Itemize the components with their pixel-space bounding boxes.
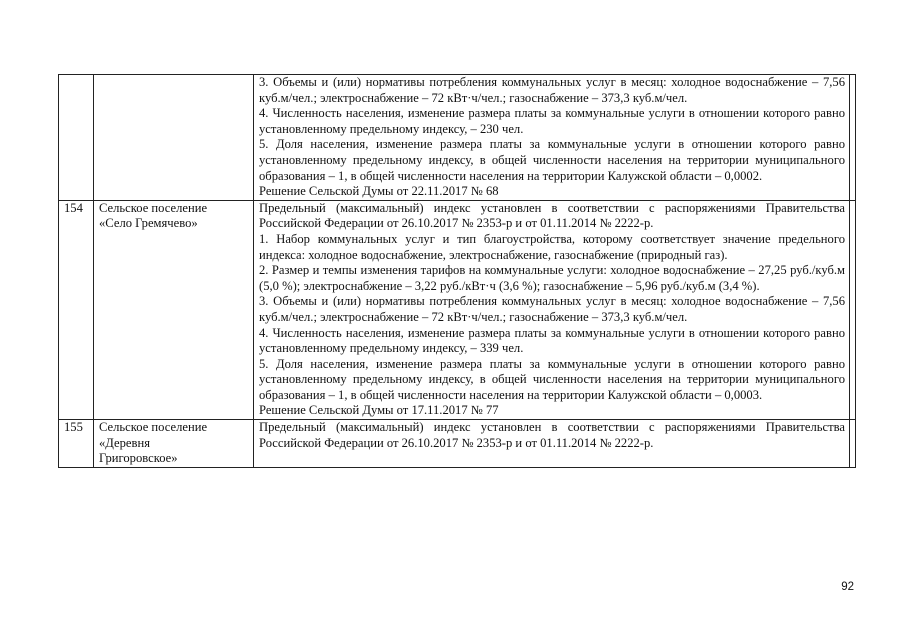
index-detail-paragraph: 3. Объемы и (или) нормативы потребления коммунальных услуг в месяц: холодное водоснабжение – 7,56 куб.м/чел.; электроснабжение – 72 кВт·ч/чел.; газоснабжение – 373,3 куб.м/чел. — [259, 294, 845, 324]
settlement-name-cell — [94, 75, 254, 201]
index-detail-paragraph: 1. Набор коммунальных услуг и тип благоустройства, которому соответствует значение предельного индекса: холодное водоснабжение, электроснабжение, газоснабжение (природный газ). — [259, 231, 845, 262]
settlement-name-line: «Село Гремячево» — [99, 216, 198, 231]
index-details-cell — [254, 420, 850, 468]
blank-cell — [850, 420, 856, 468]
row-number-cell: 155 — [59, 420, 94, 468]
settlement-name-line: Сельское поселение — [99, 420, 208, 435]
settlement-name-line: Григоровское» — [99, 451, 178, 466]
blank-cell — [850, 200, 856, 419]
blank-cell — [850, 75, 856, 201]
index-detail-paragraph: Предельный (максимальный) индекс установлен в соответствии с распоряжениями Правительства Российской Федерации от 26.10.2017 № 2353-р и от 01.11.2014 № 2222-р. — [259, 200, 845, 231]
index-detail-paragraph: 2. Размер и темпы изменения тарифов на коммунальные услуги: холодное водоснабжение – 27,25 руб./куб.м (5,0 %); электроснабжение – 3,22 руб./кВт·ч (3,6 %); газоснабжение – 5,96 руб./куб.м (3,4 %). — [259, 263, 845, 293]
index-detail-paragraph: Решение Сельской Думы от 17.11.2017 № 77 — [259, 403, 499, 418]
index-detail-paragraph: Решение Сельской Думы от 22.11.2017 № 68 — [259, 184, 499, 199]
page-number: 92 — [841, 581, 854, 593]
index-details-cell — [254, 75, 850, 201]
settlement-name-cell — [94, 420, 254, 468]
index-detail-paragraph: 4. Численность населения, изменение размера платы за коммунальные услуги в отношении которого равно установленному предельному индексу, – 230 чел. — [259, 106, 845, 136]
index-details-cell — [254, 200, 850, 419]
row-number-cell — [59, 75, 94, 201]
settlement-name-line: «Деревня — [99, 435, 150, 450]
table-row — [59, 200, 856, 419]
index-detail-paragraph: 3. Объемы и (или) нормативы потребления коммунальных услуг в месяц: холодное водоснабжение – 7,56 куб.м/чел.; электроснабжение – 72 кВт·ч/чел.; газоснабжение – 373,3 куб.м/чел. — [259, 75, 845, 105]
document-page — [58, 74, 856, 468]
settlement-name-cell — [94, 200, 254, 419]
index-detail-paragraph: Предельный (максимальный) индекс установлен в соответствии с распоряжениями Правительства Российской Федерации от 26.10.2017 № 2353-р и от 01.11.2014 № 2222-р. — [259, 420, 845, 450]
row-number-cell: 154 — [59, 200, 94, 419]
index-detail-paragraph: 5. Доля населения, изменение размера платы за коммунальные услуги в отношении которого равно установленному предельному индексу, в общей численности населения на территории муниципального образования – 1, в общей численности населения на территории Калужской области – 0,0002. — [259, 137, 845, 183]
table-body — [59, 75, 856, 468]
table-row — [59, 420, 856, 468]
index-detail-paragraph: 5. Доля населения, изменение размера платы за коммунальные услуги в отношении которого равно установленному предельному индексу, в общей численности населения на территории муниципального образования – 1, в общей численности населения на территории Калужской области – 0,0003. — [259, 356, 845, 402]
settlement-name-line: Сельское поселение — [99, 200, 208, 215]
index-detail-paragraph: 4. Численность населения, изменение размера платы за коммунальные услуги в отношении которого равно установленному предельному индексу, – 339 чел. — [259, 325, 845, 356]
table-row — [59, 75, 856, 201]
regulation-table — [58, 74, 856, 468]
